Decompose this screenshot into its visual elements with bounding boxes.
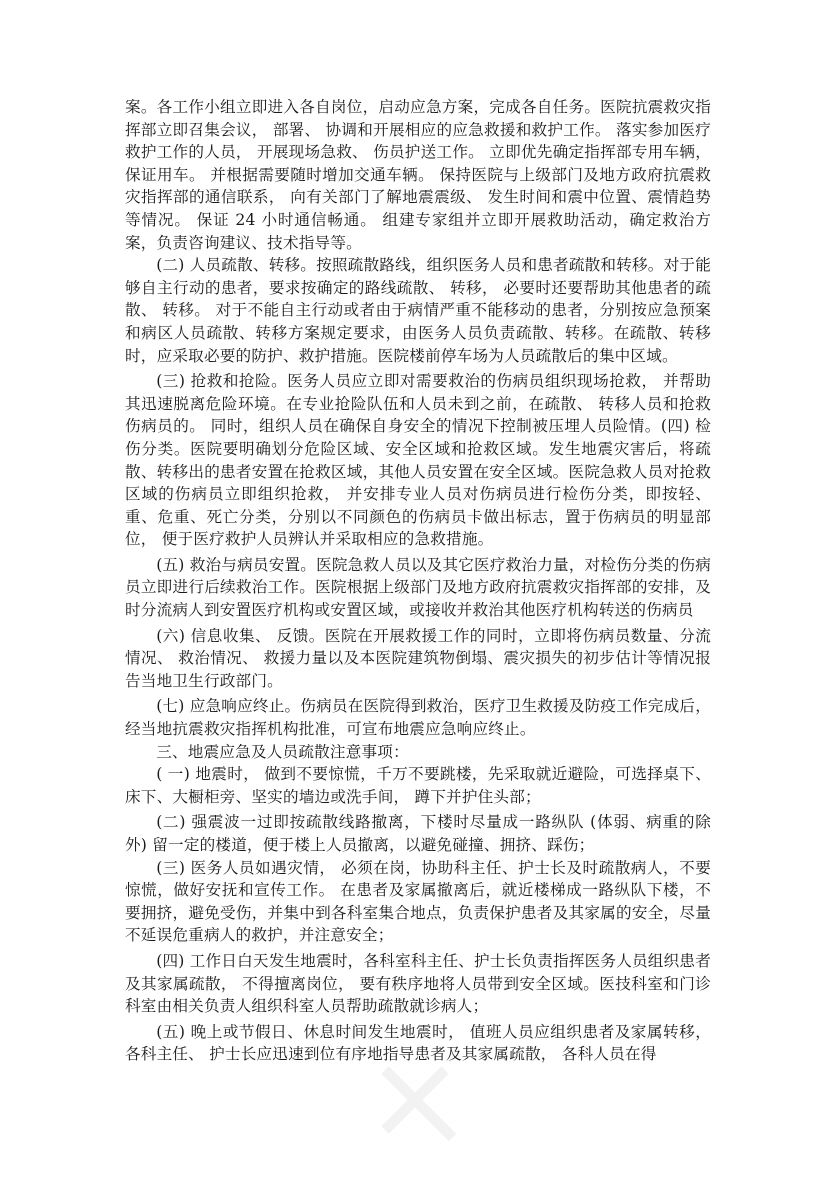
paragraph-7: ( 一) 地震时， 做到不要惊慌，千万不要跳楼，先采取就近避险，可选择桌下、床下、大橱柜旁、坚实的墙边或洗手间， 蹲下并护住头部； [125,765,711,806]
paragraph-11: (五) 晚上或节假日、休息时间发生地震时， 值班人员应组织患者及家属转移， 各科主任、 护士长应迅速到位有序地指导患者及其家属疏散， 各科人员在得 [125,1022,711,1064]
paragraph-4: (五) 救治与病员安置。医院急救人员以及其它医疗救治力量，对检伤分类的伤病员立即进行后续救治工作。医院根据上级部门及地方政府抗震救灾指挥部的安排，及时分流病人到安置医疗机构或安置区域，或接收并救治其他医疗机构转送的伤病员 [125,555,711,620]
paragraph-6: (七) 应急响应终止。伤病员在医院得到救治，医疗卫生救援及防疫工作完成后，经当地抗震救灾指挥机构批准，可宣布地震应急响应终止。 [125,697,711,739]
paragraph-2: (二) 人员疏散、转移。按照疏散路线，组织医务人员和患者疏散和转移。对于能够自主行动的患者，要求按确定的路线疏散、 转移， 必要时还要帮助其他患者的疏散、 转移。 对于不能自主行动或者由于病情严重不能移动的患者，分别按应急预案和病区人员疏散、转移方案规定要求，由医务人员负责疏散、转移。在疏散、转移时，应采取必要的防护、救护措施。医院楼前停车场为人员疏散后的集中区域。 [125,256,711,365]
section-heading: 三、地震应急及人员疏散注意事项： [156,742,409,761]
paragraph-10: (四) 工作日白天发生地震时，各科室科主任、护士长负责指挥医务人员组织患者及其家属疏散， 不得擅离岗位， 要有秩序地将人员带到安全区域。医技科室和门诊科室由相关负责人组织科室人员帮助疏散就诊病人； [125,951,711,1016]
paragraph-8: (二) 强震波一过即按疏散线路撤离，下楼时尽量成一路纵队 (体弱、病重的除外) 留一定的楼道，便于楼上人员撤离，以避免碰撞、拥挤、踩伤； [125,813,711,854]
paragraph-9: (三) 医务人员如遇灾情， 必须在岗，协助科主任、护士长及时疏散病人，不要惊慌，做好安抚和宣传工作。 在患者及家属撤离后，就近楼梯成一路纵队下楼，不要拥挤，避免受伤，并集中到各科室集合地点，负责保护患者及其家属的安全，尽量不延误危重病人的救护，并注意安全； [125,858,711,945]
paragraph-5: (六) 信息收集、 反馈。医院在开展救援工作的同时，立即将伤病员数量、分流情况、 救治情况、 救援力量以及本医院建筑物倒塌、震灾损失的初步估计等情况报告当地卫生行政部门。 [125,626,711,690]
paragraph-1: 案。各工作小组立即进入各自岗位，启动应急方案，完成各自任务。医院抗震救灾指挥部立即召集会议， 部署、 协调和开展相应的应急救援和救护工作。 落实参加医疗救护工作的人员， 开展现场急救、 伤员护送工作。 立即优先确定指挥部专用车辆， 保证用车。 并根据需要随时增加交通车辆。 保持医院与上级部门及地方政府抗震救灾指挥部的通信联系， 向有关部门了解地震震级、 发生时间和震中位置、震情趋势等情况。 保证 24 小时通信畅通。 组建专家组并立即开展救助活动，确定救治方案，负责咨询建议、技术指导等。 [125,98,711,252]
paragraph-3: (三) 抢救和抢险。医务人员应立即对需要救治的伤病员组织现场抢救， 并帮助其迅速脱离危险环境。在专业抢险队伍和人员未到之前，在疏散、 转移人员和抢救伤病员的。 同时，组织人员在确保自身安全的情况下控制被压埋人员险情。(四) 检伤分类。医院要明确划分危险区域、安全区域和抢救区域。发生地震灾害后，将疏散、转移出的患者安置在抢救区域，其他人员安置在安全区域。医院急救人员对抢救区域的伤病员立即组织抢救， 并安排专业人员对伤病员进行检伤分类，即按轻、重、危重、死亡分类，分别以不同颜色的伤病员卡做出标志，置于伤病员的明显部位， 便于医疗救护人员辨认并采取相应的急救措施。 [125,372,711,549]
document-body [125,96,711,1066]
